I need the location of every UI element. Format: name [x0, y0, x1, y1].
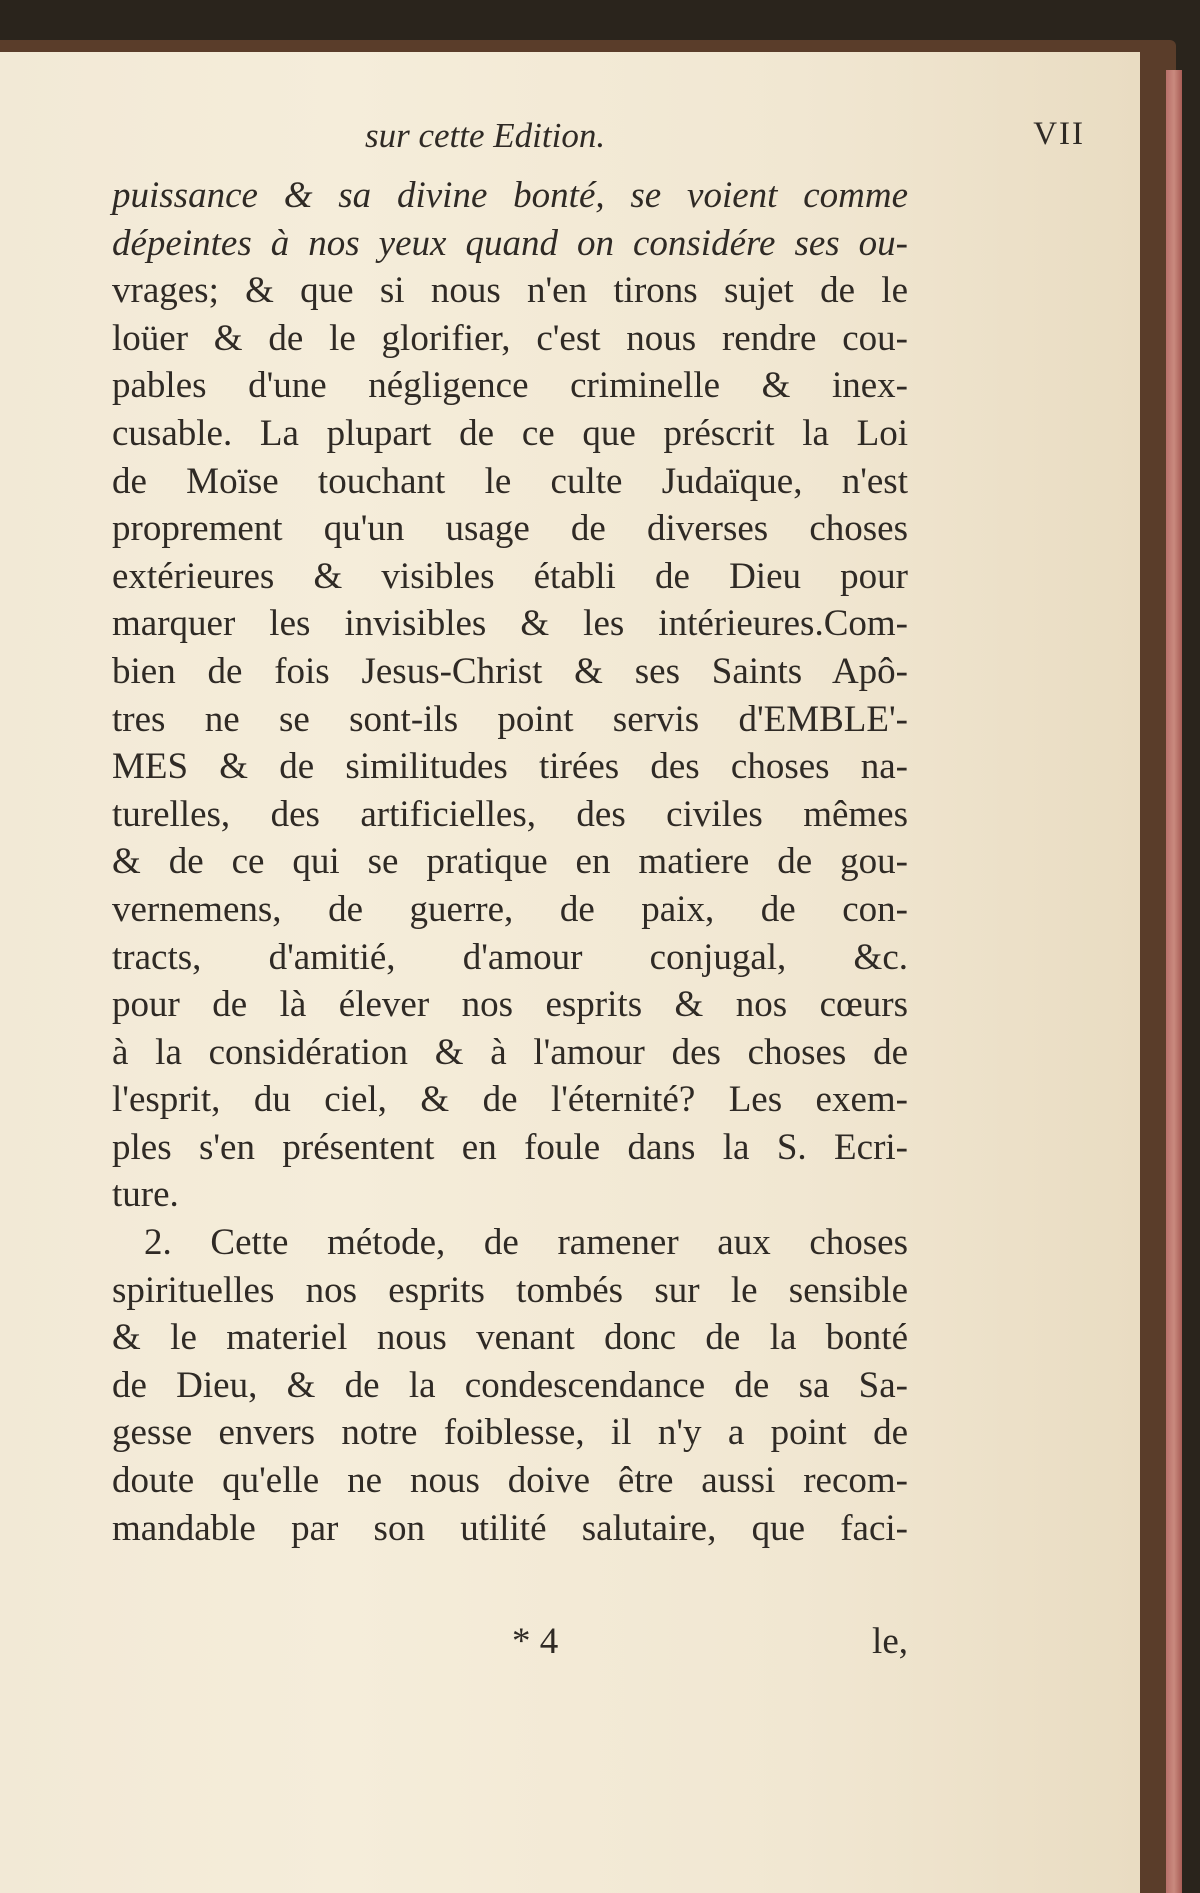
text-line: pour de là élever nos esprits & nos cœurs — [112, 984, 908, 1026]
page-number: VII — [1033, 116, 1085, 152]
text-line: gesse envers notre foiblesse, il n'y a point de — [112, 1412, 908, 1454]
text-line: proprement qu'un usage de diverses choses — [112, 508, 908, 550]
text-line: vernemens, de guerre, de paix, de con- — [112, 888, 908, 930]
running-title: sur cette Edition. — [365, 116, 606, 155]
text-line: & le materiel nous venant donc de la bonté — [112, 1317, 908, 1359]
text-line: MES & de similitudes tirées des choses na- — [112, 746, 908, 788]
catch-line — [112, 1620, 908, 1668]
text-line: l'esprit, du ciel, & de l'éternité? Les exem- — [112, 1079, 908, 1121]
text-line: loüer & de le glorifier, c'est nous rendre cou- — [112, 317, 908, 359]
text-line: doute qu'elle ne nous doive être aussi recom- — [112, 1460, 908, 1502]
text-line: ples s'en présentent en foule dans la S. Ecri- — [112, 1126, 908, 1168]
running-head — [365, 112, 1135, 168]
text-line: ture. — [112, 1174, 179, 1216]
text-line: cusable. La plupart de ce que préscrit la Loi — [112, 412, 908, 454]
text-line: spirituelles nos esprits tombés sur le sensible — [112, 1269, 908, 1311]
text-line: de Dieu, & de la condescendance de sa Sa- — [112, 1364, 908, 1406]
text-line: mandable par son utilité salutaire, que faci- — [112, 1507, 908, 1549]
text-line: 2. Cette métode, de ramener aux choses — [144, 1222, 908, 1264]
page-edge — [1166, 70, 1182, 1893]
text-line: de Moïse touchant le culte Judaïque, n'est — [112, 460, 908, 502]
text-line: vrages; & que si nous n'en tirons sujet de le — [112, 270, 908, 312]
text-line: puissance & sa divine bonté, se voient comme — [112, 175, 908, 216]
body-text — [112, 172, 908, 1552]
text-line: pables d'une négligence criminelle & inex- — [112, 365, 908, 407]
text-line: marquer les invisibles & les intérieures.Com- — [112, 603, 908, 645]
text-line: bien de fois Jesus-Christ & ses Saints Apô- — [112, 650, 908, 692]
text-line: extérieures & visibles établi de Dieu pour — [112, 555, 908, 597]
text-line: dépeintes à nos yeux quand on considére ses ou- — [112, 222, 908, 264]
catchword: le, — [872, 1621, 908, 1662]
text-line: tres ne se sont-ils point servis d'EMBLE'- — [112, 698, 908, 740]
text-line: à la considération & à l'amour des choses de — [112, 1031, 908, 1073]
signature-mark: * 4 — [512, 1621, 559, 1662]
text-line: turelles, des artificielles, des civiles mêmes — [112, 793, 908, 835]
text-line: & de ce qui se pratique en matiere de gou- — [112, 841, 908, 883]
book-page — [0, 52, 1140, 1893]
text-line: tracts, d'amitié, d'amour conjugal, &c. — [112, 936, 908, 978]
